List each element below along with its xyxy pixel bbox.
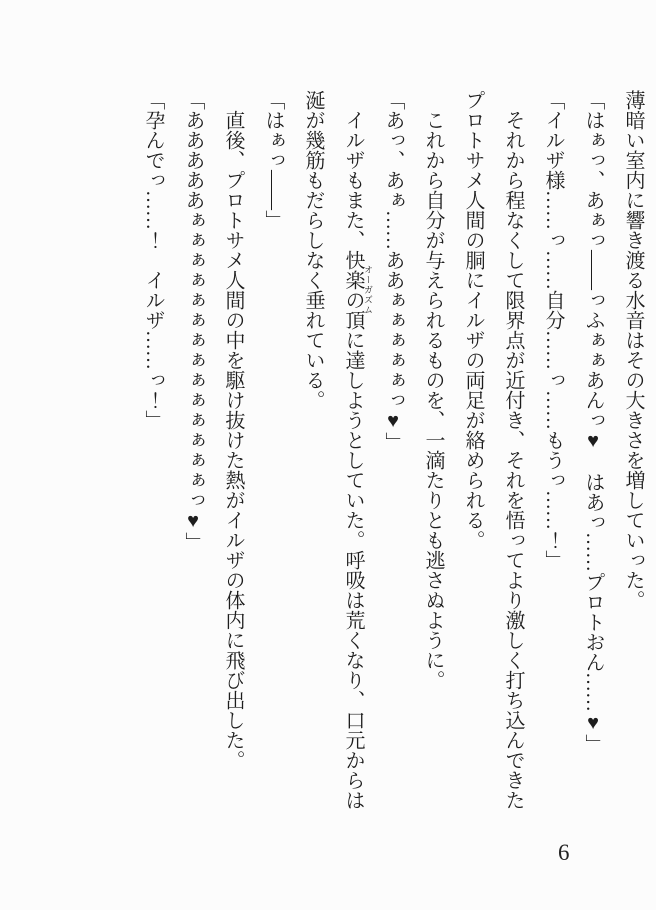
text-line-4: それから程なくして限界点が近付き、それを悟ってより激しく打ち込んできたプロトサメ人間の胴にイルザの両足が絡められる。 — [462, 90, 524, 810]
text-line-11: 「孕んでっ……！ イルザ……っ！」 — [142, 90, 164, 430]
page-number: 6 — [558, 840, 570, 865]
text-line-7: イルザもまた、快楽の頂 オーガズムに達しようとしていた。呼吸は荒くなり、口元からは涎が幾筋もだらしなく垂れている。 — [302, 90, 373, 810]
text-line-5: これから自分が与えられるものを、一滴たりとも逃さぬように。 — [422, 90, 444, 690]
ruby-annotation: 快楽の頂 オーガズム — [342, 250, 373, 330]
text-line-10: 「あああああぁぁぁぁぁぁぁぁぁぁぁぁぁぁっ♥」 — [182, 90, 204, 552]
text-line-3: 「イルザ様……っ……自分……っ……もうっ……！」 — [542, 90, 564, 570]
text-line-9: 直後、プロトサメ人間の中を駆け抜けた熱がイルザの体内に飛び出した。 — [222, 90, 244, 770]
text-line-6: 「あっ、あぁ……ああぁぁぁぁぁっ♥」 — [382, 90, 404, 452]
text-line-8: 「はぁっ――」 — [262, 90, 284, 230]
vertical-text-block — [133, 90, 653, 823]
text-line-2: 「はぁっ、あぁっ――っふぁぁあんっ♥ はあっ……プロトおん……♥」 — [582, 90, 604, 754]
text-line-1: 薄暗い室内に響き渡る水音はその大きさを増していった。 — [622, 90, 644, 610]
